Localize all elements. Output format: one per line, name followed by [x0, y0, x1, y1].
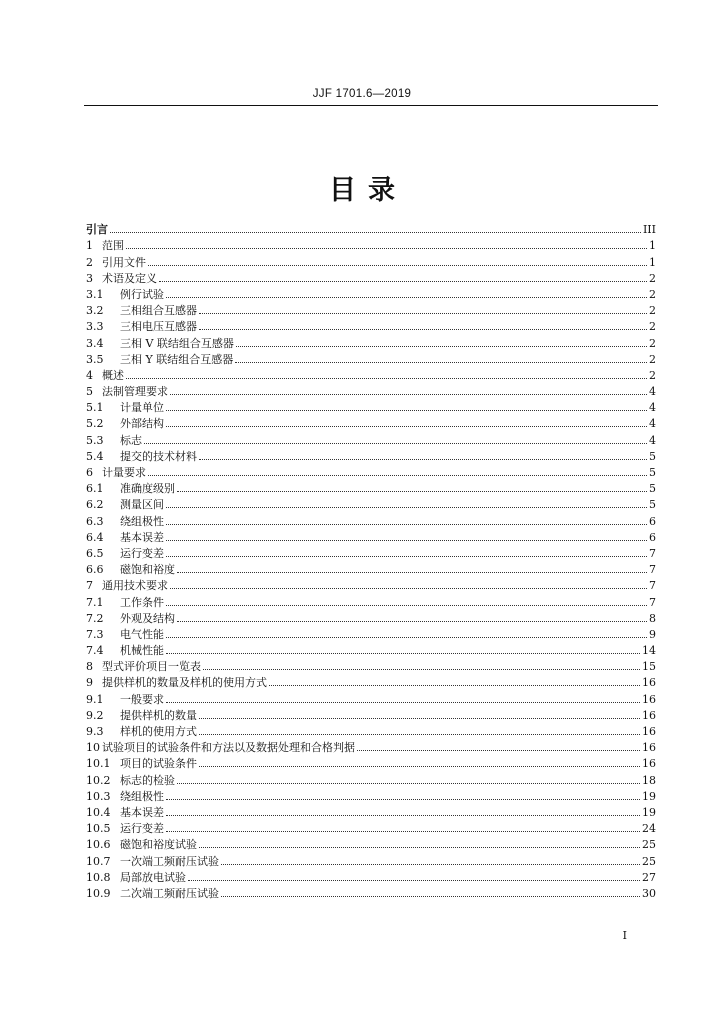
toc-entry-label: 样机的使用方式	[120, 725, 197, 738]
toc-dot-leader	[126, 378, 647, 379]
toc-entry-page: 16	[642, 676, 656, 690]
toc-dot-leader	[177, 572, 647, 573]
toc-entry[interactable]	[86, 738, 656, 754]
toc-entry-page: 6	[649, 530, 656, 544]
toc-entry-label: 三相 Y 联结组合互感器	[120, 352, 234, 366]
toc-entry-number: 6.6	[86, 563, 104, 577]
toc-entry[interactable]	[86, 689, 656, 705]
toc-entry-number: 7.1	[86, 595, 104, 609]
toc-dot-leader	[166, 426, 647, 427]
toc-dot-leader	[199, 329, 647, 330]
toc-entry-label: 机械性能	[120, 644, 164, 658]
toc-entry-page: 30	[642, 886, 656, 900]
page-number: I	[622, 929, 627, 942]
toc-entry-page: 5	[649, 498, 656, 512]
toc-entry-label: 例行试验	[120, 287, 164, 301]
toc-entry[interactable]	[86, 722, 656, 738]
toc-entry-page: 25	[642, 854, 656, 868]
toc-entry[interactable]	[86, 706, 656, 722]
toc-entry[interactable]	[86, 236, 656, 252]
toc-entry[interactable]	[86, 495, 656, 511]
toc-entry[interactable]	[86, 463, 656, 479]
toc-entry[interactable]	[86, 576, 656, 592]
toc-dot-leader	[166, 605, 647, 606]
toc-entry-label: 项目的试验条件	[120, 757, 197, 771]
toc-dot-leader	[159, 281, 647, 282]
toc-entry[interactable]	[86, 447, 656, 463]
page-title: 目录	[329, 175, 407, 206]
toc-dot-leader	[170, 394, 647, 395]
toc-entry[interactable]	[86, 803, 656, 819]
toc-entry[interactable]	[86, 673, 656, 689]
toc-entry-label: 局部放电试验	[120, 870, 186, 884]
toc-entry-number: 9.1	[86, 692, 104, 706]
toc-entry[interactable]	[86, 609, 656, 625]
toc-dot-leader	[199, 459, 647, 460]
toc-entry-page: 2	[649, 287, 656, 301]
toc-entry-label: 绕组极性	[120, 789, 164, 803]
toc-entry-label: 概述	[102, 368, 124, 382]
toc-entry-label: 电气性能	[120, 627, 164, 641]
toc-entry[interactable]	[86, 754, 656, 770]
toc-dot-leader	[166, 410, 647, 411]
toc-dot-leader	[166, 556, 647, 557]
toc-entry-label: 提供样机的数量	[120, 708, 197, 722]
toc-entry-label: 范围	[102, 239, 124, 253]
toc-entry[interactable]	[86, 657, 656, 673]
toc-entry-number: 3.5	[86, 352, 104, 366]
toc-entry[interactable]	[86, 350, 656, 366]
toc-dot-leader	[170, 588, 647, 589]
toc-dot-leader	[166, 637, 647, 638]
toc-entry[interactable]	[86, 560, 656, 576]
toc-entry[interactable]	[86, 835, 656, 851]
toc-entry[interactable]	[86, 269, 656, 285]
toc-dot-leader	[236, 346, 647, 347]
toc-entry-page: 1	[649, 239, 656, 253]
toc-entry-label: 基本误差	[120, 805, 164, 819]
toc-entry-number: 5.4	[86, 449, 104, 463]
toc-entry-page: 16	[642, 741, 656, 755]
toc-entry-number: 9.2	[86, 708, 104, 722]
toc-entry-page: 7	[649, 595, 656, 609]
toc-entry-number: 2	[86, 255, 93, 269]
toc-dot-leader	[177, 621, 647, 622]
toc-dot-leader	[199, 313, 647, 314]
toc-entry-number: 10.2	[86, 773, 111, 787]
toc-entry-number: 3.4	[86, 336, 104, 350]
toc-entry[interactable]	[86, 301, 656, 317]
toc-entry[interactable]	[86, 544, 656, 560]
toc-entry-number: 9.3	[86, 725, 104, 738]
toc-entry[interactable]	[86, 398, 656, 414]
toc-entry-number: 6.3	[86, 514, 104, 528]
toc-entry-label: 计量单位	[120, 401, 164, 415]
toc-entry-number: 4	[86, 368, 93, 382]
toc-entry-number: 6	[86, 466, 93, 479]
toc-entry-label: 三相电压互感器	[120, 320, 197, 334]
toc-entry-number: 7.2	[86, 611, 104, 625]
toc-entry-page: 24	[642, 822, 656, 836]
toc-entry[interactable]	[86, 382, 656, 398]
toc-entry[interactable]	[86, 592, 656, 608]
toc-entry-page: 2	[649, 320, 656, 334]
toc-entry-label: 引用文件	[102, 255, 146, 269]
toc-entry-label: 三相组合互感器	[120, 304, 197, 318]
toc-entry[interactable]	[86, 641, 656, 657]
toc-entry-page: 5	[649, 466, 656, 479]
toc-dot-leader	[166, 653, 640, 654]
toc-entry-label: 基本误差	[120, 530, 164, 544]
toc-dot-leader	[166, 815, 640, 816]
toc-entry-number: 10.9	[86, 886, 111, 900]
toc-entry-label: 计量要求	[102, 466, 146, 479]
toc-entry-number: 10.5	[86, 822, 111, 836]
toc-entry-number: 3	[86, 271, 93, 285]
toc-entry-number: 3.2	[86, 304, 104, 318]
toc-entry-page: 4	[649, 417, 656, 431]
toc-entry-page: 8	[649, 611, 656, 625]
toc-dot-leader	[166, 831, 640, 832]
toc-entry-number: 5	[86, 385, 93, 399]
toc-dot-leader	[166, 524, 647, 525]
toc-dot-leader	[235, 362, 647, 363]
toc-entry-number: 6.4	[86, 530, 104, 544]
toc-dot-leader	[188, 880, 640, 881]
toc-entry-page: 2	[649, 336, 656, 350]
toc-entry-label: 运行变差	[120, 546, 164, 560]
toc-entry[interactable]	[86, 770, 656, 786]
toc-entry-number: 6.1	[86, 482, 104, 496]
toc-entry[interactable]	[86, 528, 656, 544]
toc-dot-leader	[199, 847, 640, 848]
toc-entry-number: 9	[86, 676, 93, 690]
toc-entry[interactable]	[86, 511, 656, 527]
toc-entry-number: 1	[86, 239, 93, 253]
toc-entry-label: 准确度级别	[120, 482, 175, 496]
toc-entry-page: 5	[649, 449, 656, 463]
toc-entry-page: 5	[649, 482, 656, 496]
toc-entry-label: 运行变差	[120, 822, 164, 836]
toc-entry-page: 9	[649, 627, 656, 641]
toc-entry-label: 二次端工频耐压试验	[120, 886, 219, 900]
toc-entry-page: 4	[649, 433, 656, 447]
toc-dot-leader	[144, 443, 647, 444]
toc-entry-page: 7	[649, 563, 656, 577]
toc-entry-label: 标志	[120, 433, 142, 447]
toc-entry[interactable]	[86, 884, 656, 900]
toc-dot-leader	[166, 297, 647, 298]
header-rule	[84, 105, 658, 106]
toc-entry[interactable]	[86, 625, 656, 641]
toc-entry-page: 18	[642, 773, 656, 787]
toc-dot-leader	[110, 232, 641, 233]
toc-entry-label: 磁饱和裕度试验	[120, 838, 197, 852]
toc-entry-label: 法制管理要求	[102, 385, 168, 399]
toc-entry[interactable]	[86, 414, 656, 430]
toc-entry[interactable]	[86, 430, 656, 446]
toc-entry-page: 7	[649, 546, 656, 560]
toc-entry-page: 16	[642, 708, 656, 722]
toc-dot-leader	[166, 799, 640, 800]
toc-entry-label: 工作条件	[120, 595, 164, 609]
toc-entry-number: 5.3	[86, 433, 104, 447]
toc-entry-number: 3.1	[86, 287, 104, 301]
toc-entry-page: III	[642, 223, 656, 237]
toc-entry[interactable]	[86, 787, 656, 803]
toc-entry-page: 16	[642, 757, 656, 771]
toc-entry-page: 2	[649, 271, 656, 285]
toc-entry-number: 8	[86, 660, 93, 674]
toc-entry-number: 5.2	[86, 417, 104, 431]
toc-dot-leader	[221, 864, 640, 865]
toc-entry-page: 16	[642, 725, 656, 738]
toc-entry-number: 7.3	[86, 627, 104, 641]
toc-entry-label: 引言	[86, 223, 108, 237]
toc-dot-leader	[148, 265, 647, 266]
toc-entry-page: 2	[649, 304, 656, 318]
toc-entry-number: 10.7	[86, 854, 111, 868]
toc-entry-page: 14	[642, 644, 656, 658]
toc-entry-page: 4	[649, 401, 656, 415]
toc-entry-label: 一次端工频耐压试验	[120, 854, 219, 868]
toc-entry-page: 2	[649, 368, 656, 382]
toc-entry-label: 通用技术要求	[102, 579, 168, 593]
toc-entry-number: 6.2	[86, 498, 104, 512]
toc-dot-leader	[221, 896, 640, 897]
toc-entry-page: 25	[642, 838, 656, 852]
toc-entry-label: 外观及结构	[120, 611, 175, 625]
toc-entry[interactable]	[86, 868, 656, 884]
toc-entry-number: 7.4	[86, 644, 104, 658]
toc-entry-number: 10.4	[86, 805, 111, 819]
toc-entry-label: 型式评价项目一览表	[102, 660, 201, 674]
toc-dot-leader	[166, 540, 647, 541]
toc-dot-leader	[199, 718, 640, 719]
toc-entry-label: 磁饱和裕度	[120, 563, 175, 577]
toc-entry-page: 7	[649, 579, 656, 593]
toc-dot-leader	[199, 734, 640, 735]
toc-entry-label: 绕组极性	[120, 514, 164, 528]
toc-entry-number: 3.3	[86, 320, 104, 334]
document-code-header: JJF 1701.6—2019	[312, 88, 412, 100]
toc-entry-page: 16	[642, 692, 656, 706]
table-of-contents	[86, 220, 656, 900]
toc-entry-number: 5.1	[86, 401, 104, 415]
toc-dot-leader	[126, 248, 647, 249]
toc-entry[interactable]	[86, 333, 656, 349]
toc-dot-leader	[269, 685, 640, 686]
toc-entry-page: 1	[649, 255, 656, 269]
toc-dot-leader	[177, 491, 647, 492]
toc-entry[interactable]	[86, 366, 656, 382]
toc-entry-number: 10.8	[86, 870, 111, 884]
toc-dot-leader	[166, 702, 640, 703]
toc-entry-label: 试验项目的试验条件和方法以及数据处理和合格判据	[102, 741, 355, 755]
toc-entry-number: 10.3	[86, 789, 111, 803]
toc-dot-leader	[166, 507, 647, 508]
toc-entry-label: 一般要求	[120, 692, 164, 706]
toc-entry[interactable]	[86, 317, 656, 333]
toc-dot-leader	[357, 750, 640, 751]
toc-entry-number: 10	[86, 741, 100, 755]
toc-entry-page: 27	[642, 870, 656, 884]
toc-entry-page: 19	[642, 789, 656, 803]
toc-entry-page: 19	[642, 805, 656, 819]
toc-entry-number: 7	[86, 579, 93, 593]
toc-entry-label: 测量区间	[120, 498, 164, 512]
toc-entry-number: 6.5	[86, 546, 104, 560]
toc-entry[interactable]	[86, 220, 656, 236]
toc-entry[interactable]	[86, 479, 656, 495]
toc-entry[interactable]	[86, 819, 656, 835]
toc-entry-label: 标志的检验	[120, 773, 175, 787]
toc-entry-number: 10.1	[86, 757, 111, 771]
toc-entry[interactable]	[86, 252, 656, 268]
toc-entry[interactable]	[86, 285, 656, 301]
toc-dot-leader	[177, 783, 640, 784]
toc-entry-page: 4	[649, 385, 656, 399]
toc-entry[interactable]	[86, 851, 656, 867]
toc-entry-page: 2	[649, 352, 656, 366]
toc-entry-label: 提交的技术材料	[120, 449, 197, 463]
toc-dot-leader	[148, 475, 647, 476]
toc-dot-leader	[199, 766, 640, 767]
toc-entry-label: 三相 V 联结组合互感器	[120, 336, 234, 350]
toc-dot-leader	[203, 669, 640, 670]
toc-entry-label: 外部结构	[120, 417, 164, 431]
toc-entry-page: 6	[649, 514, 656, 528]
toc-entry-label: 提供样机的数量及样机的使用方式	[102, 676, 267, 690]
toc-entry-page: 15	[642, 660, 656, 674]
toc-entry-label: 术语及定义	[102, 271, 157, 285]
toc-entry-number: 10.6	[86, 838, 111, 852]
